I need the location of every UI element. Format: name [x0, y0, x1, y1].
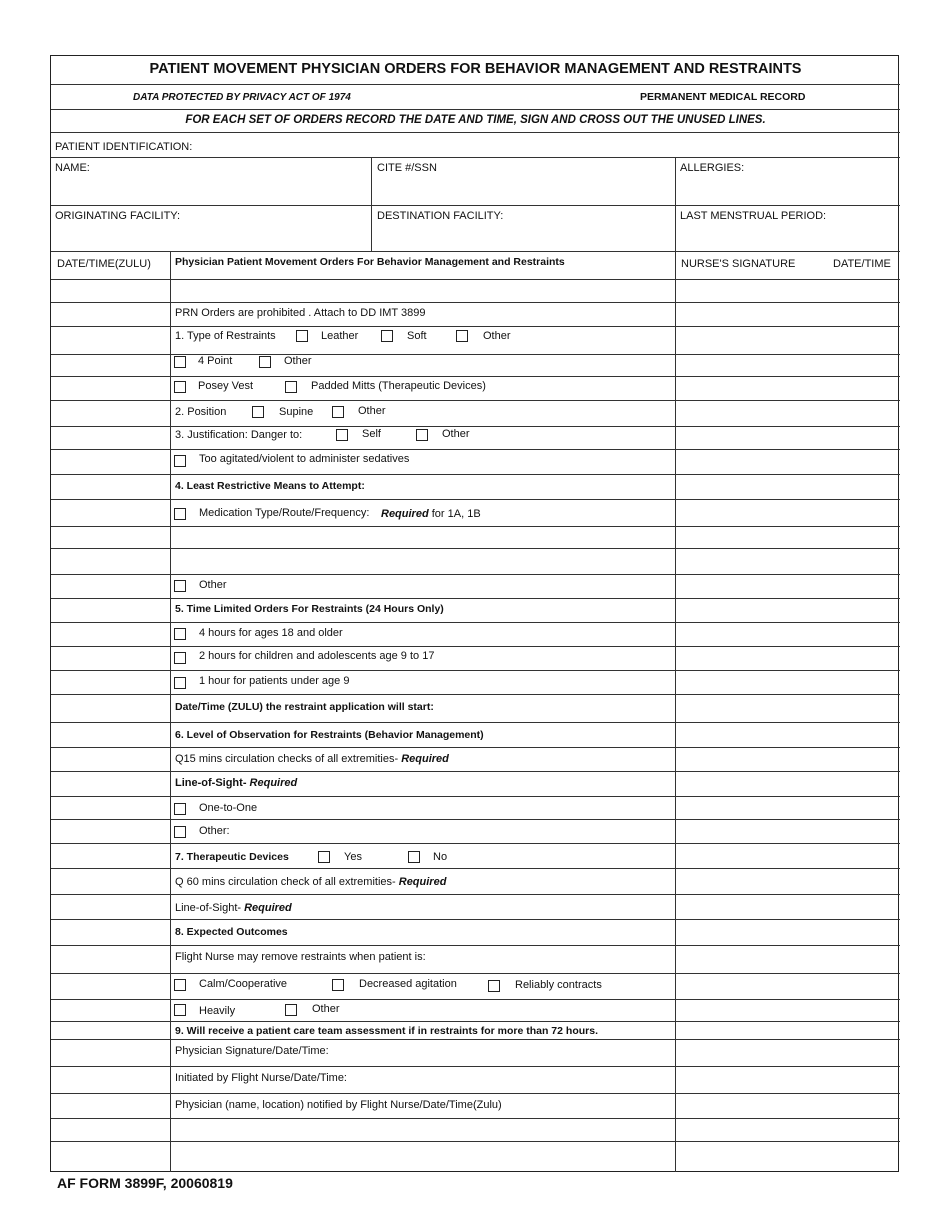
- posey-vest-checkbox[interactable]: [174, 381, 186, 393]
- nurse-signature-header: NURSE'S SIGNATURE: [681, 258, 796, 270]
- orders-column-header: Physician Patient Movement Orders For Behavior Management and Restraints: [175, 256, 565, 268]
- line-of-sight-2: [175, 902, 292, 915]
- one-to-one-label: One-to-One: [199, 802, 258, 814]
- supine-label: Supine: [279, 406, 314, 418]
- instruction: FOR EACH SET OF ORDERS RECORD THE DATE AND TIME, SIGN AND CROSS OUT THE UNUSED LINES.: [185, 114, 766, 126]
- q15-checks: [175, 753, 449, 766]
- medication-label: Medication Type/Route/Frequency:: [199, 507, 370, 519]
- q60-text: Q 60 mins circulation check of all extremities-: [175, 876, 399, 888]
- los2-required: Required: [244, 902, 292, 914]
- therapeutic-yes-label: Yes: [344, 851, 362, 863]
- four-point-other-label: Other: [284, 355, 312, 367]
- position-other-checkbox[interactable]: [332, 406, 344, 418]
- patient-id-label: PATIENT IDENTIFICATION:: [55, 141, 193, 153]
- destination-facility-field[interactable]: DESTINATION FACILITY:: [377, 210, 504, 222]
- restraint-start-label: Date/Time (ZULU) the restraint application will start:: [175, 701, 434, 713]
- allergies-field[interactable]: ALLERGIES:: [680, 162, 745, 174]
- two-hours-label: 2 hours for children and adolescents age 9 to 17: [199, 650, 435, 662]
- required-emphasis: Required: [381, 508, 429, 520]
- physician-signature-field[interactable]: Physician Signature/Date/Time:: [175, 1045, 329, 1057]
- form-title: PATIENT MOVEMENT PHYSICIAN ORDERS FOR BEHAVIOR MANAGEMENT AND RESTRAINTS: [149, 61, 802, 77]
- line-of-sight-1: [175, 777, 297, 790]
- last-menstrual-period-field[interactable]: LAST MENSTRUAL PERIOD:: [680, 210, 827, 222]
- justification-other-label: Other: [442, 428, 470, 440]
- agitated-checkbox[interactable]: [174, 455, 186, 467]
- one-hour-checkbox[interactable]: [174, 677, 186, 689]
- originating-facility-field[interactable]: ORIGINATING FACILITY:: [55, 210, 181, 222]
- restraint-type-label: 1. Type of Restraints: [175, 330, 276, 342]
- therapeutic-no-label: No: [433, 851, 448, 863]
- decreased-agitation-label: Decreased agitation: [359, 978, 457, 990]
- physician-notified-field[interactable]: Physician (name, location) notified by Flight Nurse/Date/Time(Zulu): [175, 1099, 502, 1111]
- one-hour-label: 1 hour for patients under age 9: [199, 675, 350, 687]
- initiated-by-field[interactable]: Initiated by Flight Nurse/Date/Time:: [175, 1072, 347, 1084]
- name-field[interactable]: NAME:: [55, 162, 90, 174]
- q15-text: Q15 mins circulation checks of all extremities-: [175, 753, 402, 765]
- flight-nurse-remove: Flight Nurse may remove restraints when patient is:: [175, 951, 426, 963]
- two-hours-checkbox[interactable]: [174, 652, 186, 664]
- prn-notice: PRN Orders are prohibited . Attach to DD IMT 3899: [175, 307, 426, 319]
- heavily-checkbox[interactable]: [174, 1004, 186, 1016]
- q60-required: Required: [398, 876, 447, 888]
- padded-mitts-checkbox[interactable]: [285, 381, 297, 393]
- record-type: PERMANENT MEDICAL RECORD: [640, 91, 806, 103]
- agitated-label: Too agitated/violent to administer sedatives: [199, 453, 410, 465]
- self-label: Self: [362, 428, 381, 440]
- four-point-checkbox[interactable]: [174, 356, 186, 368]
- calm-label: Calm/Cooperative: [199, 978, 288, 990]
- least-other-checkbox[interactable]: [174, 580, 186, 592]
- decreased-agitation-checkbox[interactable]: [332, 979, 344, 991]
- padded-mitts-label: Padded Mitts (Therapeutic Devices): [311, 380, 486, 392]
- time-limited-heading: 5. Time Limited Orders For Restraints (24 Hours Only): [175, 603, 444, 615]
- expected-outcomes-heading: 8. Expected Outcomes: [175, 926, 288, 938]
- nurse-datetime-header: DATE/TIME: [833, 258, 891, 270]
- position-other-label: Other: [358, 405, 386, 417]
- justification-other-checkbox[interactable]: [416, 429, 428, 441]
- one-to-one-checkbox[interactable]: [174, 803, 186, 815]
- four-hours-checkbox[interactable]: [174, 628, 186, 640]
- outcome-other-label: Other: [312, 1003, 340, 1015]
- datetime-column-header: DATE/TIME(ZULU): [57, 258, 151, 270]
- restraint-other-label: Other: [483, 330, 511, 342]
- therapeutic-devices-label: 7. Therapeutic Devices: [175, 851, 289, 863]
- privacy-notice: DATA PROTECTED BY PRIVACY ACT OF 1974: [133, 92, 351, 103]
- q60-checks: [175, 876, 446, 889]
- restraint-other-checkbox[interactable]: [456, 330, 468, 342]
- observation-other-label: Other:: [199, 825, 230, 837]
- required-for: for 1A, 1B: [428, 508, 481, 520]
- therapeutic-no-checkbox[interactable]: [408, 851, 420, 863]
- outcome-other-checkbox[interactable]: [285, 1004, 297, 1016]
- soft-checkbox[interactable]: [381, 330, 393, 342]
- four-point-other-checkbox[interactable]: [259, 356, 271, 368]
- therapeutic-yes-checkbox[interactable]: [318, 851, 330, 863]
- leather-label: Leather: [321, 330, 359, 342]
- reliably-contracts-checkbox[interactable]: [488, 980, 500, 992]
- four-point-label: 4 Point: [198, 355, 233, 367]
- justification-label: 3. Justification: Danger to:: [175, 429, 303, 441]
- four-hours-label: 4 hours for ages 18 and older: [199, 627, 343, 639]
- los-required: Required: [249, 777, 298, 789]
- form-frame: [50, 55, 899, 1172]
- cite-ssn-field[interactable]: CITE #/SSN: [377, 162, 437, 174]
- los2-text: Line-of-Sight-: [175, 902, 245, 914]
- reliably-contracts-label: Reliably contracts: [515, 979, 602, 991]
- medication-checkbox[interactable]: [174, 508, 186, 520]
- medication-required-note: [381, 508, 481, 521]
- assessment-heading: 9. Will receive a patient care team assessment if in restraints for more than 72 hours.: [175, 1025, 598, 1037]
- calm-checkbox[interactable]: [174, 979, 186, 991]
- observation-other-checkbox[interactable]: [174, 826, 186, 838]
- form-number: AF FORM 3899F, 20060819: [57, 1175, 233, 1191]
- position-label: 2. Position: [175, 406, 227, 418]
- observation-heading: 6. Level of Observation for Restraints (Behavior Management): [175, 729, 484, 741]
- soft-label: Soft: [407, 330, 427, 342]
- least-other-label: Other: [199, 579, 227, 591]
- supine-checkbox[interactable]: [252, 406, 264, 418]
- self-checkbox[interactable]: [336, 429, 348, 441]
- los-text: Line-of-Sight-: [175, 777, 250, 789]
- posey-vest-label: Posey Vest: [198, 380, 254, 392]
- heavily-label: Heavily: [199, 1005, 236, 1017]
- least-restrictive-heading: 4. Least Restrictive Means to Attempt:: [175, 480, 365, 492]
- q15-required: Required: [401, 753, 449, 765]
- leather-checkbox[interactable]: [296, 330, 308, 342]
